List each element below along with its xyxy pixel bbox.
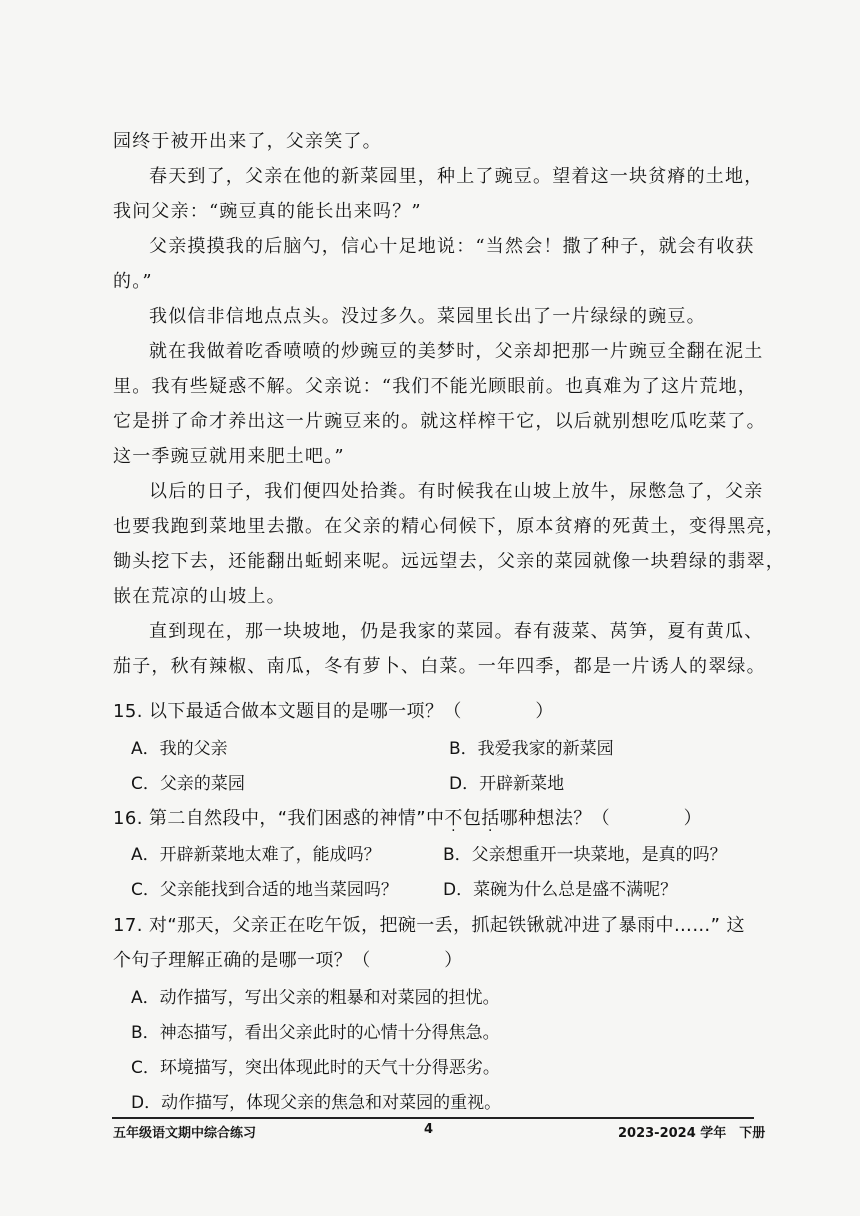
q17-option-c[interactable]: C．环境描写，突出体现此时的天气十分得恶劣。 — [131, 1058, 500, 1078]
q16-option-c[interactable]: C．父亲能找到合适的地当菜园吗？ — [131, 880, 398, 900]
passage-line-16: 茄子，秋有辣椒、南瓜，冬有萝卜、白菜。一年四季，都是一片诱人的翠绿。 — [113, 656, 766, 677]
passage-line-5: 的。” — [113, 271, 153, 292]
q17-option-b[interactable]: B．神态描写，看出父亲此时的心情十分得焦急。 — [131, 1023, 500, 1043]
q16-option-d[interactable]: D．菜碗为什么总是盛不满呢？ — [443, 880, 678, 900]
passage-line-14: 嵌在荒凉的山坡上。 — [113, 586, 286, 607]
q16-stem-part-1: 16. 第二自然段中，“我们困惑的神情”中 — [113, 808, 445, 829]
question-17-stem-line-2: 个句子理解正确的是哪一项？（ ） — [113, 950, 463, 971]
q16-emphasis-char-1: 不 — [444, 808, 463, 829]
footer-title: 五年级语文期中综合练习 — [113, 1126, 257, 1141]
q16-stem-part-3: 哪种想法？（ ） — [499, 808, 703, 829]
q16-option-a[interactable]: A．开辟新菜地太难了，能成吗？ — [131, 845, 381, 865]
passage-line-6: 我似信非信地点点头。没过多久。菜园里长出了一片绿绿的豌豆。 — [149, 306, 706, 327]
question-15-stem: 15. 以下最适合做本文题目的是哪一项？（ ） — [113, 701, 554, 722]
footer-term: 2023-2024 学年 下册 — [618, 1126, 766, 1141]
footer-divider — [112, 1117, 754, 1119]
passage-line-4: 父亲摸摸我的后脑勺，信心十足地说：“当然会！撒了种子，就会有收获 — [149, 236, 755, 257]
passage-line-13: 锄头挖下去，还能翻出蚯蚓来呢。远远望去，父亲的菜园就像一块碧绿的翡翠， — [113, 551, 785, 572]
q15-option-c[interactable]: C．父亲的菜园 — [131, 774, 245, 794]
passage-line-1: 园终于被开出来了，父亲笑了。 — [113, 131, 382, 152]
q17-option-a[interactable]: A．动作描写，写出父亲的粗暴和对菜园的担忧。 — [131, 988, 500, 1008]
passage-line-15: 直到现在，那一块坡地，仍是我家的菜园。春有菠菜、莴笋，夏有黄瓜、 — [149, 621, 764, 642]
passage-line-12: 也要我跑到菜地里去撒。在父亲的精心伺候下，原本贫瘠的死黄土，变得黑亮， — [113, 516, 785, 537]
passage-line-8: 里。我有些疑惑不解。父亲说：“我们不能光顾眼前。也真难为了这片荒地， — [113, 376, 757, 397]
question-16-stem — [113, 807, 773, 831]
q16-option-b[interactable]: B．父亲想重开一块菜地，是真的吗？ — [443, 845, 727, 865]
q16-emphasis-char-2: 括 — [481, 808, 500, 829]
q17-option-d[interactable]: D．动作描写，体现父亲的焦急和对菜园的重视。 — [131, 1093, 502, 1113]
q15-option-d[interactable]: D．开辟新菜地 — [449, 774, 565, 794]
q15-option-a[interactable]: A．我的父亲 — [131, 739, 228, 759]
passage-line-10: 这一季豌豆就用来肥土吧。” — [113, 446, 345, 467]
passage-line-2: 春天到了，父亲在他的新菜园里，种上了豌豆。望着这一块贫瘠的土地， — [149, 166, 764, 187]
q16-stem-part-2: 包 — [462, 808, 482, 829]
q15-option-b[interactable]: B．我爱我家的新菜园 — [449, 739, 614, 759]
passage-line-11: 以后的日子，我们便四处拾粪。有时候我在山坡上放牛，尿憋急了，父亲 — [149, 481, 764, 502]
question-17-stem-line-1: 17. 对“那天，父亲正在吃午饭，把碗一丢，抓起铁锹就冲进了暴雨中……” 这 — [113, 915, 745, 936]
passage-line-9: 它是拼了命才养出这一片豌豆来的。就这样榨干它，以后就别想吃瓜吃菜了。 — [113, 411, 766, 432]
passage-line-7: 就在我做着吃香喷喷的炒豌豆的美梦时，父亲却把那一片豌豆全翻在泥土 — [149, 341, 764, 362]
page-number: 4 — [424, 1122, 434, 1137]
passage-line-3: 我问父亲：“豌豆真的能长出来吗？” — [113, 201, 422, 222]
